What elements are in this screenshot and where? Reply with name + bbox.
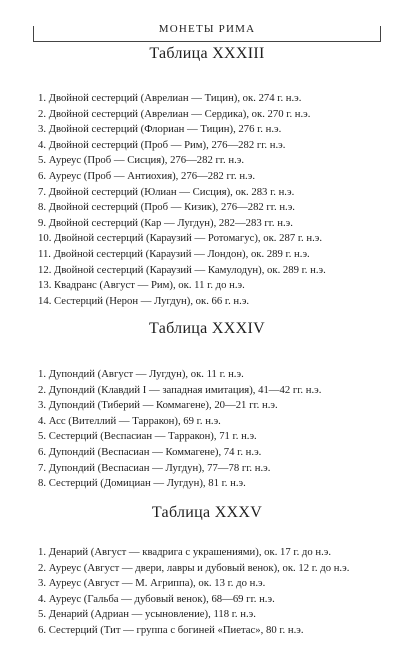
header-rule — [33, 41, 381, 42]
list-item: 12. Двойной сестерций (Караузий — Камулодун), ок. 289 г. н.э. — [38, 263, 326, 276]
list-item: 2. Дупондий (Клавдий I — западная имитация), 41—42 гг. н.э. — [38, 383, 322, 396]
list-item: 14. Сестерций (Нерон — Лугдун), ок. 66 г. н.э. — [38, 294, 250, 307]
list-item: 2. Двойной сестерций (Аврелиан — Сердика), ок. 270 г. н.э. — [38, 107, 311, 120]
list-item: 2. Ауреус (Август — двери, лавры и дубовый венок), ок. 12 г. до н.э. — [38, 561, 350, 574]
section-list-xxxv — [38, 545, 349, 639]
list-item: 3. Дупондий (Тиберий — Коммагене), 20—21 гг. н.э. — [38, 399, 278, 412]
section-title-xxxiv: Таблица XXXIV — [149, 320, 265, 337]
list-item: 3. Ауреус (Август — М. Агриппа), ок. 13 г. до н.э. — [38, 577, 266, 590]
list-item: 10. Двойной сестерций (Караузий — Ротомагус), ок. 287 г. н.э. — [38, 232, 323, 245]
list-item: 6. Сестерций (Тит — группа с богиней «Пиетас», 80 г. н.э. — [38, 623, 304, 636]
list-item: 5. Денарий (Адриан — усыновление), 118 г. н.э. — [38, 608, 256, 621]
list-item: 3. Двойной сестерций (Флориан — Тицин), 276 г. н.э. — [38, 123, 282, 136]
list-item: 8. Сестерций (Домициан — Лугдун), 81 г. н.э. — [38, 477, 246, 490]
list-item: 7. Двойной сестерций (Юлиан — Сисция), ок. 283 г. н.э. — [38, 185, 295, 198]
list-item: 6. Дупондий (Веспасиан — Коммагене), 74 г. н.э. — [38, 445, 262, 458]
list-item: 6. Ауреус (Проб — Антиохия), 276—282 гг. н.э. — [38, 169, 255, 182]
list-item: 1. Дупондий (Август — Лугдун), ок. 11 г. н.э. — [38, 368, 244, 380]
section-list-xxxiv — [38, 367, 321, 492]
list-item: 5. Ауреус (Проб — Сисция), 276—282 гг. н.э. — [38, 154, 245, 167]
running-header-title: МОНЕТЫ РИМА — [158, 23, 256, 35]
list-item: 1. Двойной сестерций (Аврелиан — Тицин), ок. 274 г. н.э. — [38, 92, 302, 104]
section-list-xxxiii — [38, 91, 326, 309]
list-item: 11. Двойной сестерций (Караузий — Лондон), ок. 289 г. н.э. — [38, 247, 310, 260]
running-header — [33, 12, 381, 42]
list-item: 9. Двойной сестерций (Кар — Лугдун), 282—283 гг. н.э. — [38, 216, 293, 229]
section-title-xxxiii: Таблица XXXIII — [149, 45, 265, 62]
list-item: 4. Двойной сестерций (Проб — Рим), 276—282 гг. н.э. — [38, 138, 286, 151]
list-item: 4. Ауреус (Гальба — дубовый венок), 68—69 гг. н.э. — [38, 592, 275, 605]
list-item: 5. Сестерций (Веспасиан — Тарракон), 71 г. н.э. — [38, 430, 257, 443]
list-item: 13. Квадранс (Август — Рим), ок. 11 г. до н.э. — [38, 279, 245, 292]
list-item: 7. Дупондий (Веспасиан — Лугдун), 77—78 гг. н.э. — [38, 461, 271, 474]
list-item: 1. Денарий (Август — квадрига с украшениями), ок. 17 г. до н.э. — [38, 546, 332, 558]
list-item: 4. Асс (Вителлий — Тарракон), 69 г. н.э. — [38, 414, 221, 427]
list-item: 8. Двойной сестерций (Проб — Кизик), 276—282 гг. н.э. — [38, 201, 295, 214]
section-title-xxxv: Таблица XXXV — [151, 504, 263, 521]
